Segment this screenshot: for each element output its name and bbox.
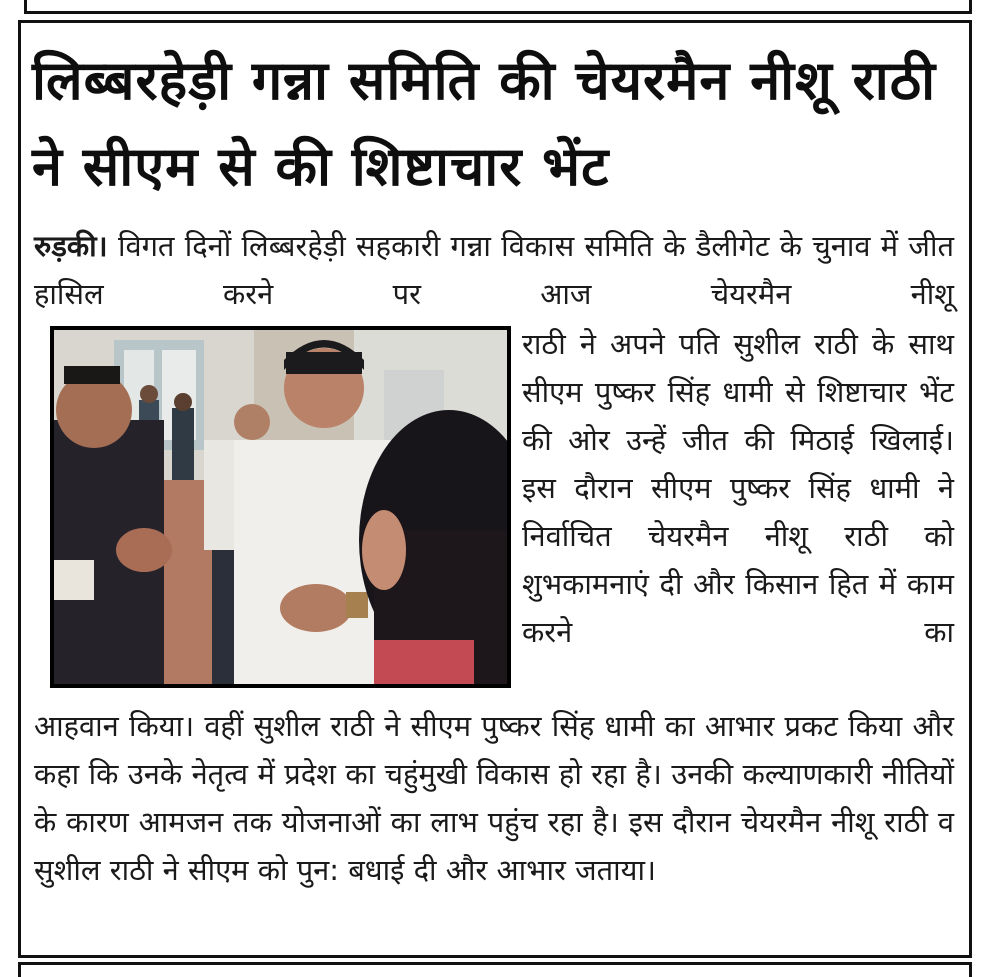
intro-text: विगत दिनों लिब्बरहेड़ी सहकारी गन्ना विकास समिति के डैलीगेट के चुनाव में जीत हासिल करने पर आज चेयरमैन नीशू [34, 229, 954, 311]
dateline: रुड़की। [34, 229, 108, 263]
article-headline: लिब्बरहेड़ी गन्ना समिति की चेयरमैन नीशू राठी ने सीएम से की शिष्टाचार भेंट [32, 49, 937, 198]
article-side-column: राठी ने अपने पति सुशील राठी के साथ सीएम पुष्कर सिंह धामी से शिष्टाचार भेंट की ओर उन्हें जीत की मिठाई खिलाई। इस दौरान सीएम पुष्कर सिंह धामी ने निर्वाचित चेयरमैन नीशू राठी को शुभकामनाएं दी और किसान हित में काम करने का [522, 327, 954, 649]
top-column-rule [24, 0, 972, 14]
news-photo-illustration [54, 330, 507, 684]
article-continuation: आहवान किया। वहीं सुशील राठी ने सीएम पुष्कर सिंह धामी का आभार प्रकट किया और कहा कि उनके नेतृत्व में प्रदेश का चहुंमुखी विकास हो रहा है। उनकी कल्याणकारी नीतियों के कारण आमजन तक योजनाओं का लाभ पहुंच रहा है। इस दौरान चेयरमैन नीशू राठी व सुशील राठी ने सीएम को पुन: बधाई दी और आभार जताया। [34, 709, 954, 887]
bottom-column-rule [18, 962, 972, 977]
news-photo [50, 326, 511, 688]
article-intro [34, 222, 954, 318]
